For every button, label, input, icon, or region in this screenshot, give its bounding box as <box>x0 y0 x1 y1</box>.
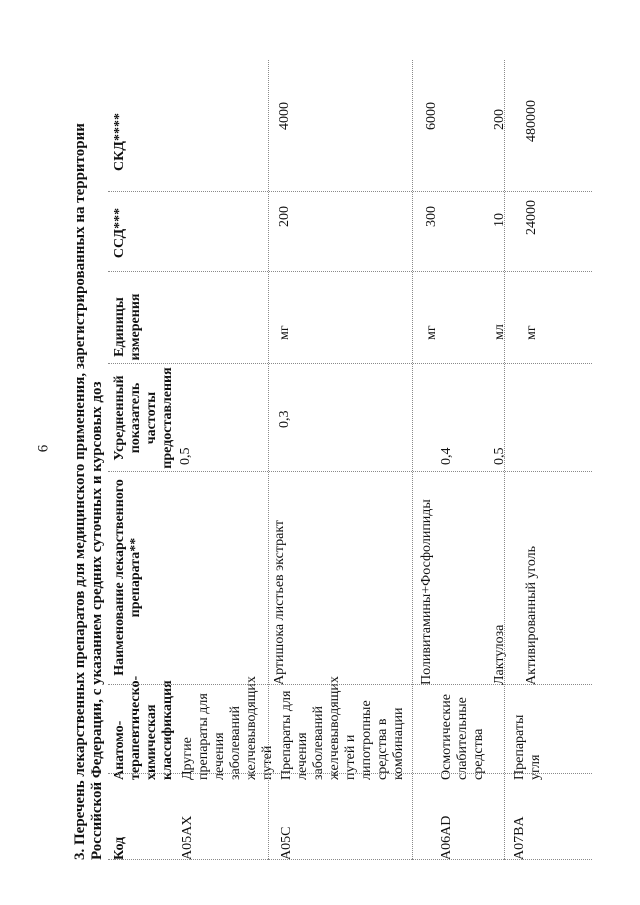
table-row-skd: 4000 <box>277 102 292 130</box>
table-row-code: A06AD <box>439 815 454 860</box>
table-row-skd: 480000 <box>524 100 539 142</box>
grid-line <box>108 773 592 774</box>
grid-line <box>108 363 592 364</box>
table-row-ssd: 200 <box>277 206 292 227</box>
table-row-frequency: 0,4 <box>439 447 454 465</box>
header-unit: Единицы измерения <box>112 293 143 361</box>
grid-line <box>108 859 592 860</box>
header-name: Наименование лекарственного препарата** <box>112 479 143 676</box>
header-ssd: ССД*** <box>112 207 127 259</box>
page-number: 6 <box>35 444 52 453</box>
table-row-frequency: 0,3 <box>277 410 292 428</box>
table-row-name: Поливитамины+Фосфолипиды <box>419 499 434 685</box>
table-row-atc: Препараты для лечения заболеваний желчевыводящих путей и липотропные средства в комбинации <box>279 676 406 780</box>
grid-line <box>412 60 413 860</box>
rotated-page-content <box>72 50 592 860</box>
table-row-skd: 200 <box>492 109 507 130</box>
table-row-ssd: 10 <box>492 213 507 227</box>
table-row-frequency: 0,5 <box>492 447 507 465</box>
table-row-frequency: 0,5 <box>178 447 193 465</box>
table-row-name: Артишока листьев экстракт <box>272 519 287 685</box>
header-atc: Анатомо-терапевтическо-химическая классификация <box>112 675 175 780</box>
table-row-ssd: 24000 <box>524 200 539 235</box>
section-heading: 3. Перечень лекарственных препаратов для медицинского применения, зарегистрированных на территории Российской Федерации, с указанием средних суточных и курсовых доз <box>72 123 105 860</box>
table-row-atc: Препараты угля <box>512 714 543 780</box>
table-row-unit: мг <box>277 325 292 340</box>
table-row-unit: мг <box>424 325 439 340</box>
table-row-name: Лактулоза <box>492 624 507 685</box>
table-row-skd: 6000 <box>424 102 439 130</box>
table-row-unit: мг <box>524 325 539 340</box>
grid-line <box>268 60 269 860</box>
table-row-atc: Осмотические слабительные средства <box>439 694 486 780</box>
header-code: Код <box>112 836 127 860</box>
grid-line <box>108 684 592 685</box>
grid-line <box>108 471 592 472</box>
header-frequency: Усредненный показатель частоты предоставления <box>112 367 175 469</box>
table-row-ssd: 300 <box>424 206 439 227</box>
table-row-name: Активированный уголь <box>524 545 539 685</box>
header-skd: СКД**** <box>112 113 127 171</box>
grid-line <box>108 271 592 272</box>
table-row-code: A05AX <box>180 815 195 860</box>
table-row-unit: мл <box>492 324 507 340</box>
table-row-code: A05C <box>279 826 294 860</box>
table-row-atc: Другие препараты для лечения заболеваний желчевыводящих путей <box>180 676 275 780</box>
grid-line <box>504 60 505 860</box>
table-row-code: A07BA <box>512 816 527 860</box>
grid-line <box>108 191 592 192</box>
